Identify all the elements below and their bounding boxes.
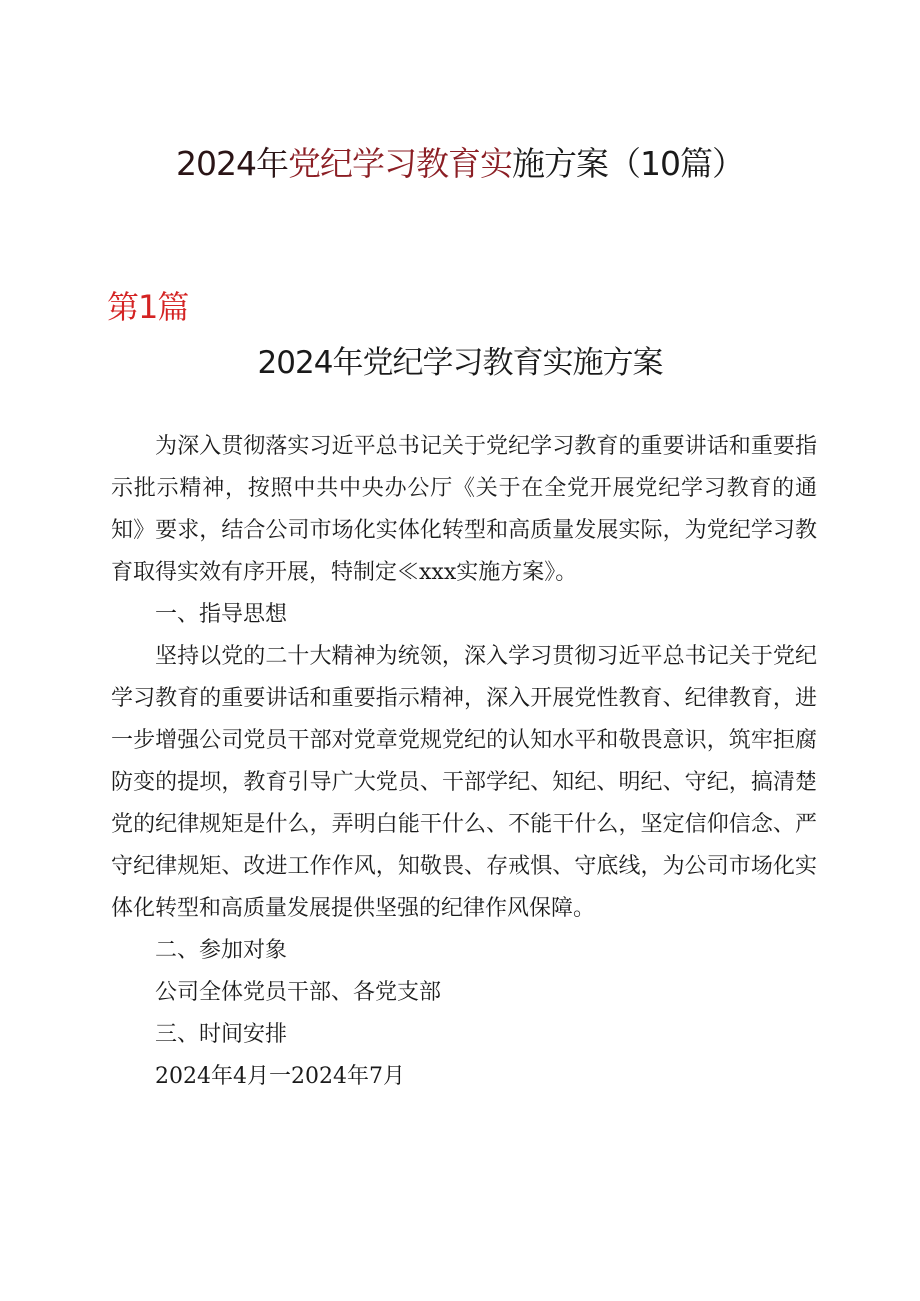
main-title-year: 2024年 — [176, 144, 288, 183]
main-title-rest: 施方案（10篇） — [511, 144, 744, 183]
chapter-title: 2024年党纪学习教育实施方案 — [257, 345, 663, 381]
schedule-paragraph: 2024年4月一2024年7月 — [155, 1064, 405, 1089]
section-heading-schedule: 三、时间安排 — [155, 1022, 288, 1047]
section-heading-participants: 二、参加对象 — [155, 938, 288, 963]
document-body — [111, 426, 817, 1098]
chapter-label: 第1篇 — [107, 288, 189, 326]
intro-paragraph: 为深入贯彻落实习近平总书记关于党纪学习教育的重要讲话和重要指示批示精神，按照中共中央办公厅《关于在全党开展党纪学习教育的通知》要求，结合公司市场化实体化转型和高质量发展实际，为党纪学习教育取得实效有序开展，特制定≪xxx实施方案》。 — [111, 434, 817, 585]
document-main-title — [0, 138, 920, 185]
section-heading-guiding-ideology: 一、指导思想 — [155, 602, 288, 627]
guiding-ideology-paragraph: 坚持以党的二十大精神为统领，深入学习贯彻习近平总书记关于党纪学习教育的重要讲话和重要指示精神，深入开展党性教育、纪律教育，进一步增强公司党员干部对党章党规党纪的认知水平和敬畏意识，筑牢拒腐防变的提坝，教育引导广大党员、干部学纪、知纪、明纪、守纪，搞清楚党的纪律规矩是什么，弄明白能干什么、不能干什么，坚定信仰信念、严守纪律规矩、改进工作作风，知敬畏、存戒惧、守底线，为公司市场化实体化转型和高质量发展提供坚强的纪律作风保障。 — [111, 644, 817, 921]
participants-paragraph: 公司全体党员干部、各党支部 — [155, 980, 442, 1005]
main-title-highlight: 党纪学习教育实 — [287, 144, 512, 183]
